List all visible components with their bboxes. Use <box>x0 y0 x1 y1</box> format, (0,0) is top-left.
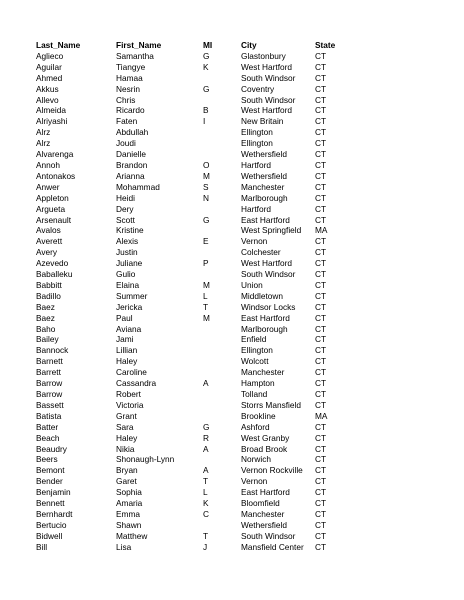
cell-mi: E <box>203 236 209 247</box>
cell-city: Hartford <box>241 203 271 214</box>
cell-city: Vernon <box>241 476 268 487</box>
cell-last-name: Aglieco <box>36 50 64 61</box>
cell-mi <box>201 247 241 258</box>
cell-first-name: Shawn <box>116 519 142 530</box>
cell-first-name: Jami <box>116 334 134 345</box>
cell-mi <box>201 411 241 422</box>
cell-first-name: Haley <box>116 356 138 367</box>
cell-mi <box>201 225 241 236</box>
cell-city: Bloomfield <box>241 498 280 509</box>
cell-last-name: Appleton <box>36 192 69 203</box>
cell-mi: M <box>203 312 210 323</box>
cell-last-name: Bennett <box>36 498 65 509</box>
cell-mi <box>201 127 241 138</box>
cell-mi: R <box>203 432 209 443</box>
table-row <box>36 509 436 520</box>
cell-state: CT <box>315 214 327 225</box>
cell-state: CT <box>315 345 327 356</box>
cell-first-name: Chris <box>116 94 136 105</box>
cell-city: Ellington <box>241 345 273 356</box>
cell-mi <box>201 356 241 367</box>
cell-city: South Windsor <box>241 72 296 83</box>
cell-first-name: Aviana <box>116 323 142 334</box>
cell-mi <box>201 95 241 106</box>
cell-state: CT <box>315 508 327 519</box>
table-row <box>36 313 436 324</box>
table-row <box>36 171 436 182</box>
cell-state: CT <box>315 279 327 290</box>
table-row <box>36 422 436 433</box>
cell-first-name: Juliane <box>116 258 143 269</box>
cell-mi: N <box>203 192 209 203</box>
cell-state: CT <box>315 399 327 410</box>
cell-state: CT <box>315 519 327 530</box>
table-row <box>36 127 436 138</box>
cell-last-name: Beaudry <box>36 443 67 454</box>
cell-city: Coventry <box>241 83 275 94</box>
cell-mi <box>201 400 241 411</box>
cell-last-name: Batter <box>36 421 59 432</box>
table-row <box>36 193 436 204</box>
cell-first-name: Robert <box>116 389 141 399</box>
cell-city: Vernon Rockville <box>241 465 303 476</box>
cell-state: CT <box>315 116 327 127</box>
cell-mi: K <box>203 498 209 509</box>
cell-state: CT <box>315 192 327 203</box>
cell-city: Wethersfield <box>241 519 287 530</box>
cell-last-name: Avalos <box>36 225 61 236</box>
cell-city: South Windsor <box>241 269 296 280</box>
cell-last-name: Almeida <box>36 105 66 116</box>
cell-mi <box>201 389 241 400</box>
table-row <box>36 302 436 313</box>
cell-last-name: Arsenault <box>36 214 72 225</box>
cell-state: MA <box>315 410 328 421</box>
cell-mi <box>201 149 241 160</box>
cell-last-name: Bannock <box>36 345 69 356</box>
cell-state: CT <box>315 105 327 116</box>
table-row <box>36 62 436 73</box>
cell-mi: B <box>203 105 209 116</box>
cell-last-name: Baho <box>36 323 56 334</box>
cell-mi: A <box>203 378 209 389</box>
cell-mi <box>201 367 241 378</box>
cell-last-name: Akkus <box>36 83 59 94</box>
cell-last-name: Barrow <box>36 378 63 389</box>
table-row <box>36 324 436 335</box>
cell-state: CT <box>315 149 327 160</box>
cell-last-name: Bassett <box>36 399 64 410</box>
cell-city: Mansfield Center <box>241 541 304 552</box>
cell-mi <box>201 138 241 149</box>
table-row <box>36 465 436 476</box>
cell-city: Ellington <box>241 138 273 149</box>
header-first-name: First_Name <box>116 40 162 50</box>
cell-first-name: Heidi <box>116 192 135 203</box>
cell-city: Colchester <box>241 247 281 258</box>
cell-state: CT <box>315 258 327 269</box>
cell-first-name: Garet <box>116 476 137 487</box>
cell-city: Manchester <box>241 508 285 519</box>
cell-last-name: Beers <box>36 454 58 465</box>
cell-first-name: Brandon <box>116 159 148 170</box>
cell-last-name: Bernhardt <box>36 508 73 519</box>
cell-mi: G <box>203 214 210 225</box>
cell-state: CT <box>315 356 327 367</box>
cell-mi: T <box>203 530 209 541</box>
table-row <box>36 520 436 531</box>
cell-mi: A <box>203 443 209 454</box>
cell-first-name: Jericka <box>116 301 143 312</box>
table-row <box>36 258 436 269</box>
cell-mi: G <box>203 83 210 94</box>
cell-city: Wethersfield <box>241 149 287 160</box>
cell-first-name: Justin <box>116 247 138 258</box>
cell-mi: T <box>203 476 209 487</box>
cell-first-name: Haley <box>116 432 138 443</box>
table-row <box>36 444 436 455</box>
cell-mi <box>201 345 241 356</box>
cell-first-name: Bryan <box>116 465 138 476</box>
cell-last-name: Batista <box>36 410 62 421</box>
cell-last-name: Alriyashi <box>36 116 68 127</box>
cell-city: Wethersfield <box>241 170 287 181</box>
table-row <box>36 345 436 356</box>
cell-state: CT <box>315 269 327 280</box>
cell-mi <box>201 269 241 280</box>
cell-state: MA <box>315 225 328 236</box>
cell-last-name: Bemont <box>36 465 65 476</box>
cell-city: Windsor Locks <box>241 301 296 312</box>
cell-first-name: Ricardo <box>116 105 145 116</box>
cell-first-name: Hamaa <box>116 72 143 83</box>
cell-last-name: Averett <box>36 236 63 247</box>
cell-city: East Hartford <box>241 214 290 225</box>
cell-city: Union <box>241 279 263 290</box>
table-row <box>36 84 436 95</box>
cell-mi <box>201 73 241 84</box>
cell-city: Norwich <box>241 454 271 465</box>
cell-state: CT <box>315 465 327 476</box>
cell-mi: O <box>203 159 210 170</box>
cell-last-name: Bertucio <box>36 519 67 530</box>
cell-last-name: Babbitt <box>36 279 62 290</box>
cell-first-name: Danielle <box>116 149 146 160</box>
cell-last-name: Ahmed <box>36 72 63 83</box>
cell-first-name: Abdullah <box>116 127 149 138</box>
name-table <box>36 40 436 553</box>
cell-city: Ellington <box>241 127 273 138</box>
cell-mi: M <box>203 279 210 290</box>
table-row <box>36 182 436 193</box>
cell-last-name: Baballeku <box>36 269 73 280</box>
cell-state: CT <box>315 312 327 323</box>
cell-state: CT <box>315 378 327 389</box>
cell-mi: G <box>203 421 210 432</box>
cell-state: CT <box>315 530 327 541</box>
cell-first-name: Samantha <box>116 50 154 61</box>
cell-state: CT <box>315 367 327 378</box>
cell-first-name: Faten <box>116 116 138 127</box>
table-row <box>36 105 436 116</box>
cell-last-name: Anwer <box>36 181 60 192</box>
cell-first-name: Nesrin <box>116 83 140 94</box>
header-last-name: Last_Name <box>36 40 81 50</box>
cell-first-name: Emma <box>116 508 140 519</box>
cell-first-name: Kristine <box>116 225 144 236</box>
cell-state: CT <box>315 290 327 301</box>
cell-city: West Springfield <box>241 225 302 236</box>
cell-first-name: Dery <box>116 203 134 214</box>
cell-last-name: Baez <box>36 312 55 323</box>
cell-city: Ashford <box>241 421 270 432</box>
cell-last-name: Bidwell <box>36 530 63 541</box>
table-row <box>36 367 436 378</box>
table-row <box>36 95 436 106</box>
cell-state: CT <box>315 443 327 454</box>
table-row <box>36 269 436 280</box>
cell-state: CT <box>315 454 327 465</box>
cell-last-name: Alrz <box>36 127 51 138</box>
cell-city: Middletown <box>241 290 283 301</box>
cell-mi <box>201 334 241 345</box>
cell-first-name: Tiangye <box>116 61 146 72</box>
cell-last-name: Beach <box>36 432 60 443</box>
table-row <box>36 389 436 400</box>
cell-state: CT <box>315 203 327 214</box>
cell-state: CT <box>315 541 327 552</box>
cell-last-name: Bailey <box>36 334 59 345</box>
cell-city: Tolland <box>241 389 268 399</box>
cell-mi: T <box>203 301 209 312</box>
name-list-sheet <box>36 40 436 553</box>
cell-last-name: Alrz <box>36 138 51 149</box>
cell-last-name: Barnett <box>36 356 63 367</box>
cell-state: CT <box>315 181 327 192</box>
cell-first-name: Gulio <box>116 269 136 280</box>
cell-city: East Hartford <box>241 487 290 498</box>
cell-state: CT <box>315 421 327 432</box>
cell-mi: P <box>203 258 209 269</box>
cell-mi: M <box>203 170 210 181</box>
cell-mi: C <box>203 508 209 519</box>
header-row <box>36 40 436 51</box>
cell-first-name: Summer <box>116 290 148 301</box>
cell-state: CT <box>315 476 327 487</box>
cell-city: Manchester <box>241 181 285 192</box>
cell-last-name: Annoh <box>36 159 60 170</box>
cell-city: South Windsor <box>241 94 296 105</box>
cell-last-name: Benjamin <box>36 487 71 498</box>
cell-city: East Hartford <box>241 312 290 323</box>
cell-mi: G <box>203 50 210 61</box>
cell-mi: K <box>203 61 209 72</box>
cell-state: CT <box>315 301 327 312</box>
header-city: City <box>241 40 257 50</box>
cell-city: Hampton <box>241 378 275 389</box>
cell-mi: L <box>203 487 208 498</box>
table-row <box>36 149 436 160</box>
cell-state: CT <box>315 498 327 509</box>
cell-state: CT <box>315 127 327 138</box>
cell-mi: L <box>203 290 208 301</box>
cell-last-name: Baez <box>36 301 55 312</box>
cell-first-name: Lillian <box>116 345 138 356</box>
cell-mi: A <box>203 465 209 476</box>
cell-last-name: Alvarenga <box>36 149 74 160</box>
table-row <box>36 454 436 465</box>
cell-first-name: Elaina <box>116 279 140 290</box>
table-row <box>36 225 436 236</box>
table-row <box>36 236 436 247</box>
cell-first-name: Nikia <box>116 443 135 454</box>
table-row <box>36 51 436 62</box>
table-row <box>36 411 436 422</box>
cell-first-name: Cassandra <box>116 378 157 389</box>
table-row <box>36 400 436 411</box>
table-body <box>36 51 436 553</box>
table-row <box>36 204 436 215</box>
cell-city: West Hartford <box>241 61 293 72</box>
cell-city: West Hartford <box>241 258 293 269</box>
table-row <box>36 73 436 84</box>
table-row <box>36 160 436 171</box>
cell-first-name: Arianna <box>116 170 145 181</box>
cell-mi <box>201 204 241 215</box>
cell-first-name: Paul <box>116 312 133 323</box>
cell-last-name: Barrow <box>36 389 63 399</box>
cell-mi: I <box>203 116 206 127</box>
table-row <box>36 433 436 444</box>
cell-state: CT <box>315 159 327 170</box>
table-row <box>36 280 436 291</box>
cell-city: Brookline <box>241 410 276 421</box>
cell-state: CT <box>315 247 327 258</box>
table-row <box>36 498 436 509</box>
table-row <box>36 116 436 127</box>
table-row <box>36 378 436 389</box>
table-row <box>36 542 436 553</box>
table-row <box>36 247 436 258</box>
cell-state: CT <box>315 138 327 149</box>
cell-last-name: Bill <box>36 541 48 552</box>
cell-last-name: Antonakos <box>36 170 76 181</box>
cell-city: New Britain <box>241 116 284 127</box>
cell-state: CT <box>315 323 327 334</box>
cell-state: CT <box>315 389 327 399</box>
cell-state: CT <box>315 487 327 498</box>
cell-state: CT <box>315 236 327 247</box>
cell-city: Wolcott <box>241 356 269 367</box>
table-row <box>36 291 436 302</box>
cell-city: West Hartford <box>241 105 293 116</box>
cell-city: Enfield <box>241 334 267 345</box>
cell-city: Glastonbury <box>241 50 286 61</box>
cell-state: CT <box>315 170 327 181</box>
cell-last-name: Allevo <box>36 94 59 105</box>
table-row <box>36 334 436 345</box>
cell-city: Hartford <box>241 159 271 170</box>
header-state: State <box>315 40 336 50</box>
cell-mi <box>201 324 241 335</box>
cell-last-name: Bender <box>36 476 63 487</box>
table-row <box>36 531 436 542</box>
cell-state: CT <box>315 94 327 105</box>
cell-city: Manchester <box>241 367 285 378</box>
cell-mi: S <box>203 181 209 192</box>
cell-first-name: Shonaugh-Lynn <box>116 454 175 465</box>
cell-last-name: Argueta <box>36 203 66 214</box>
table-row <box>36 476 436 487</box>
table-row <box>36 356 436 367</box>
cell-mi <box>201 520 241 531</box>
cell-city: Storrs Mansfield <box>241 399 301 410</box>
header-mi: MI <box>203 40 213 50</box>
cell-city: West Granby <box>241 432 290 443</box>
cell-first-name: Amaria <box>116 498 143 509</box>
cell-first-name: Lisa <box>116 541 132 552</box>
cell-first-name: Scott <box>116 214 135 225</box>
cell-first-name: Alexis <box>116 236 139 247</box>
cell-state: CT <box>315 334 327 345</box>
cell-last-name: Avery <box>36 247 58 258</box>
cell-first-name: Caroline <box>116 367 147 378</box>
cell-first-name: Sophia <box>116 487 142 498</box>
table-row <box>36 138 436 149</box>
table-row <box>36 487 436 498</box>
cell-first-name: Matthew <box>116 530 148 541</box>
table-row <box>36 215 436 226</box>
cell-first-name: Victoria <box>116 399 144 410</box>
cell-city: Broad Brook <box>241 443 288 454</box>
cell-first-name: Sara <box>116 421 134 432</box>
cell-city: Marlborough <box>241 323 288 334</box>
cell-first-name: Grant <box>116 410 137 421</box>
cell-state: CT <box>315 72 327 83</box>
cell-mi: J <box>203 541 208 552</box>
cell-last-name: Aguilar <box>36 61 62 72</box>
cell-first-name: Mohammad <box>116 181 160 192</box>
cell-state: CT <box>315 432 327 443</box>
cell-last-name: Badillo <box>36 290 61 301</box>
cell-city: Marlborough <box>241 192 288 203</box>
cell-last-name: Azevedo <box>36 258 69 269</box>
cell-last-name: Barrett <box>36 367 61 378</box>
cell-city: Vernon <box>241 236 268 247</box>
cell-city: South Windsor <box>241 530 296 541</box>
cell-first-name: Joudi <box>116 138 136 149</box>
cell-state: CT <box>315 83 327 94</box>
cell-state: CT <box>315 50 327 61</box>
cell-mi <box>201 454 241 465</box>
cell-state: CT <box>315 61 327 72</box>
